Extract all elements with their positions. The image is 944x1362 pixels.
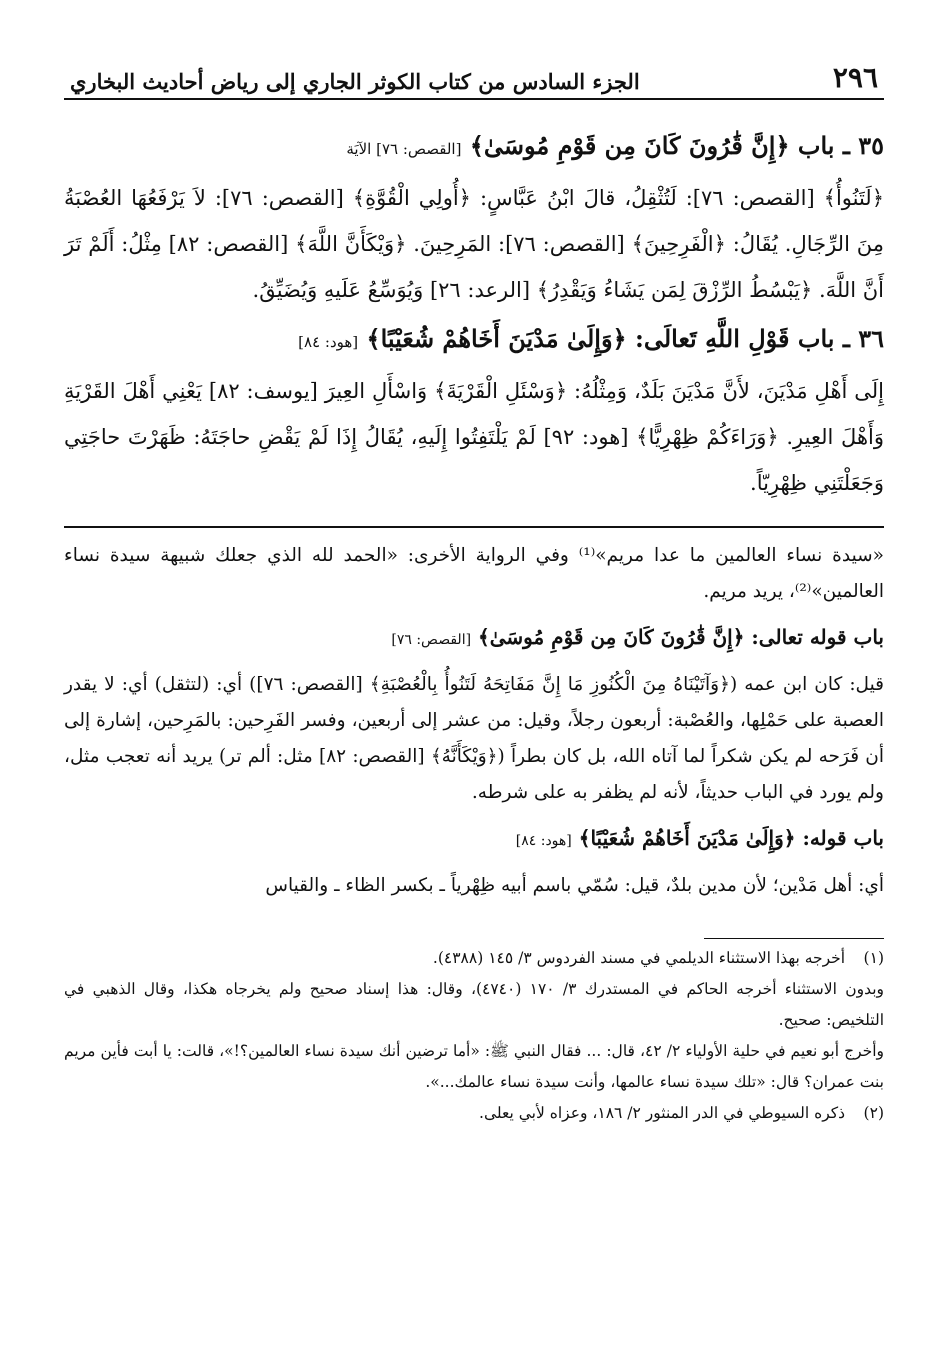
section-36-title: ٣٦ ـ باب قَوْلِ اللَّهِ تَعالَى: ﴿وَإِلَىٰ مَدْيَنَ أَخَاهُمْ شُعَيْبًا﴾ (366, 324, 884, 353)
footnote-1-line-2: وبدون الاستثناء أخرجه الحاكم في المستدرك ٣/ ١٧٠ (٤٧٤٠)، وقال: هذا إسناد صحيح ولم يخرجاه هكذا، وقال الذهبي في التلخيص: صحيح. (64, 980, 885, 1029)
footnote-rule (704, 938, 884, 939)
section-35-title: ٣٥ ـ باب ﴿إِنَّ قَٰرُونَ كَانَ مِن قَوْمِ مُوسَىٰ﴾ (469, 131, 884, 160)
commentary-paragraph-2: قيل: كان ابن عمه (﴿وَآتَيْنَاهُ مِنَ الْكُنُوزِ مَا إِنَّ مَفَاتِحَهُ لَتَنُوأُ بِالْعُصْبَةِ﴾ [القصص: ٧٦]) أي: (لتثقل) أي: لا يقدر العصبة على حَمْلِها، والعُصْبة: أربعون رجلاً، وقيل: من عشر إلى أربعين، وفسر الفَرِحين: بالمَرِحين، إشارة إلى أن فَرَحه لم يكن شكراً لما آتاه الله، بل كان بطراً (﴿وَيْكَأَنَّهُ﴾ [القصص: ٨٢] مثل: ألم تر) يريد أنه تعجب مثل، ولم يورد في الباب حديثاً، لأنه لم يظفر به على شرطه. (64, 674, 884, 803)
commentary-paragraph-1: «سيدة نساء العالمين ما عدا مريم»⁽¹⁾ وفي الرواية الأخرى: «الحمد لله الذي جعلك شبيهة سيدة نساء العالمين»⁽²⁾، يريد مريم. (64, 545, 884, 602)
section-35-heading (64, 124, 884, 171)
commentary-paragraph-3: أي: أهل مَدْين؛ لأن مدين بلدٌ، قيل: سُمّي باسم أبيه ظِهْرياً ـ بكسر الظاء ـ والقياس (265, 875, 884, 896)
section-35-ref: [القصص: ٧٦] الآيَة (346, 140, 462, 158)
book-page (64, 58, 885, 1122)
commentary-heading-2-title: باب قوله: ﴿وَإِلَىٰ مَدْيَنَ أَخَاهُمْ شُعَيْبًا﴾ (578, 826, 884, 850)
section-36-heading (64, 317, 884, 364)
footnote-2-line-1: ذكره السيوطي في الدر المنثور ٢/ ١٨٦، وعزاه لأبي يعلى. (479, 1104, 846, 1122)
footnote-1 (64, 943, 884, 974)
footnote-1-line-3: وأخرج أبو نعيم في حلية الأولياء ٢/ ٤٢، قال: ... فقال النبي ﷺ: «أما ترضين أنك سيدة نساء العالمين؟!»، قالت: يا أبت فأين مريم بنت عمران؟ قال: «تلك سيدة نساء عالمها، وأنت سيدة نساء عالمك...». (64, 1042, 884, 1091)
page-number: ٢٩٦ (832, 61, 878, 94)
footnote-2 (64, 1098, 884, 1129)
commentary-heading-1-ref: [القصص: ٧٦] (391, 632, 472, 648)
footnote-2-number: (٢) (863, 1104, 884, 1122)
page-header (64, 58, 884, 100)
section-36-ref: [هود: ٨٤] (298, 333, 359, 351)
commentary-divider (64, 526, 884, 528)
commentary-heading-1 (64, 616, 884, 661)
section-35-body: ﴿لَتَنُوأُ﴾ [القصص: ٧٦]: لَتُثْقِلُ، قالَ ابْنُ عَبَّاسٍ: ﴿أُولِي الْقُوَّةِ﴾ [القصص: ٧٦]: لاَ يَرْفَعُهَا العُصْبَةُ مِنَ الرِّجَالِ. يُقَالُ: ﴿الْفَرِحِينَ﴾ [القصص: ٧٦]: المَرِحِينَ. ﴿وَيْكَأَنَّ اللَّهَ﴾ [القصص: ٨٢] مِثْلُ: أَلَمْ تَرَ أَنَّ اللَّهَ. ﴿يَبْسُطُ الرِّزْقَ لِمَن يَشَاءُ وَيَقْدِرُ﴾ [الرعد: ٢٦] وَيُوَسِّعُ عَلَيهِ وَيُضَيِّقُ. (64, 186, 885, 302)
commentary-heading-2-ref: [هود: ٨٤] (515, 833, 572, 849)
section-36-body: إِلَى أَهْلِ مَدْيَنَ، لأَنَّ مَدْيَنَ بَلَدٌ، وَمِثْلُهُ: ﴿وَسْئَلِ الْقَرْيَةَ﴾ وَاسْأَلِ العِيرَ [يوسف: ٨٢] يَعْنِي أَهْلَ القَرْيَةِ وَأَهْلَ العِيرِ. ﴿وَرَاءَكُمْ ظِهْرِيًّا﴾ [هود: ٩٢] لَمْ يَلْتَفِتُوا إِلَيهِ، يُقَالُ إِذَا لَمْ يَقْضِ حاجَتَهُ: ظَهَرْتَ حاجَتِي وَجَعَلْتَنِي ظِهْرِيّاً. (64, 379, 884, 495)
running-title: الجزء السادس من كتاب الكوثر الجاري إلى رياض أحاديث البخاري (70, 69, 640, 94)
footnote-1-number: (١) (863, 949, 884, 967)
commentary-heading-1-title: باب قوله تعالى: ﴿إِنَّ قَٰرُونَ كَانَ مِن قَوْمِ مُوسَىٰ﴾ (478, 625, 884, 649)
commentary-heading-2 (64, 817, 884, 862)
footnote-1-line-1: أخرجه بهذا الاستثناء الديلمي في مسند الفردوس ٣/ ١٤٥ (٤٣٨٨). (432, 949, 846, 967)
main-text (64, 120, 884, 1129)
